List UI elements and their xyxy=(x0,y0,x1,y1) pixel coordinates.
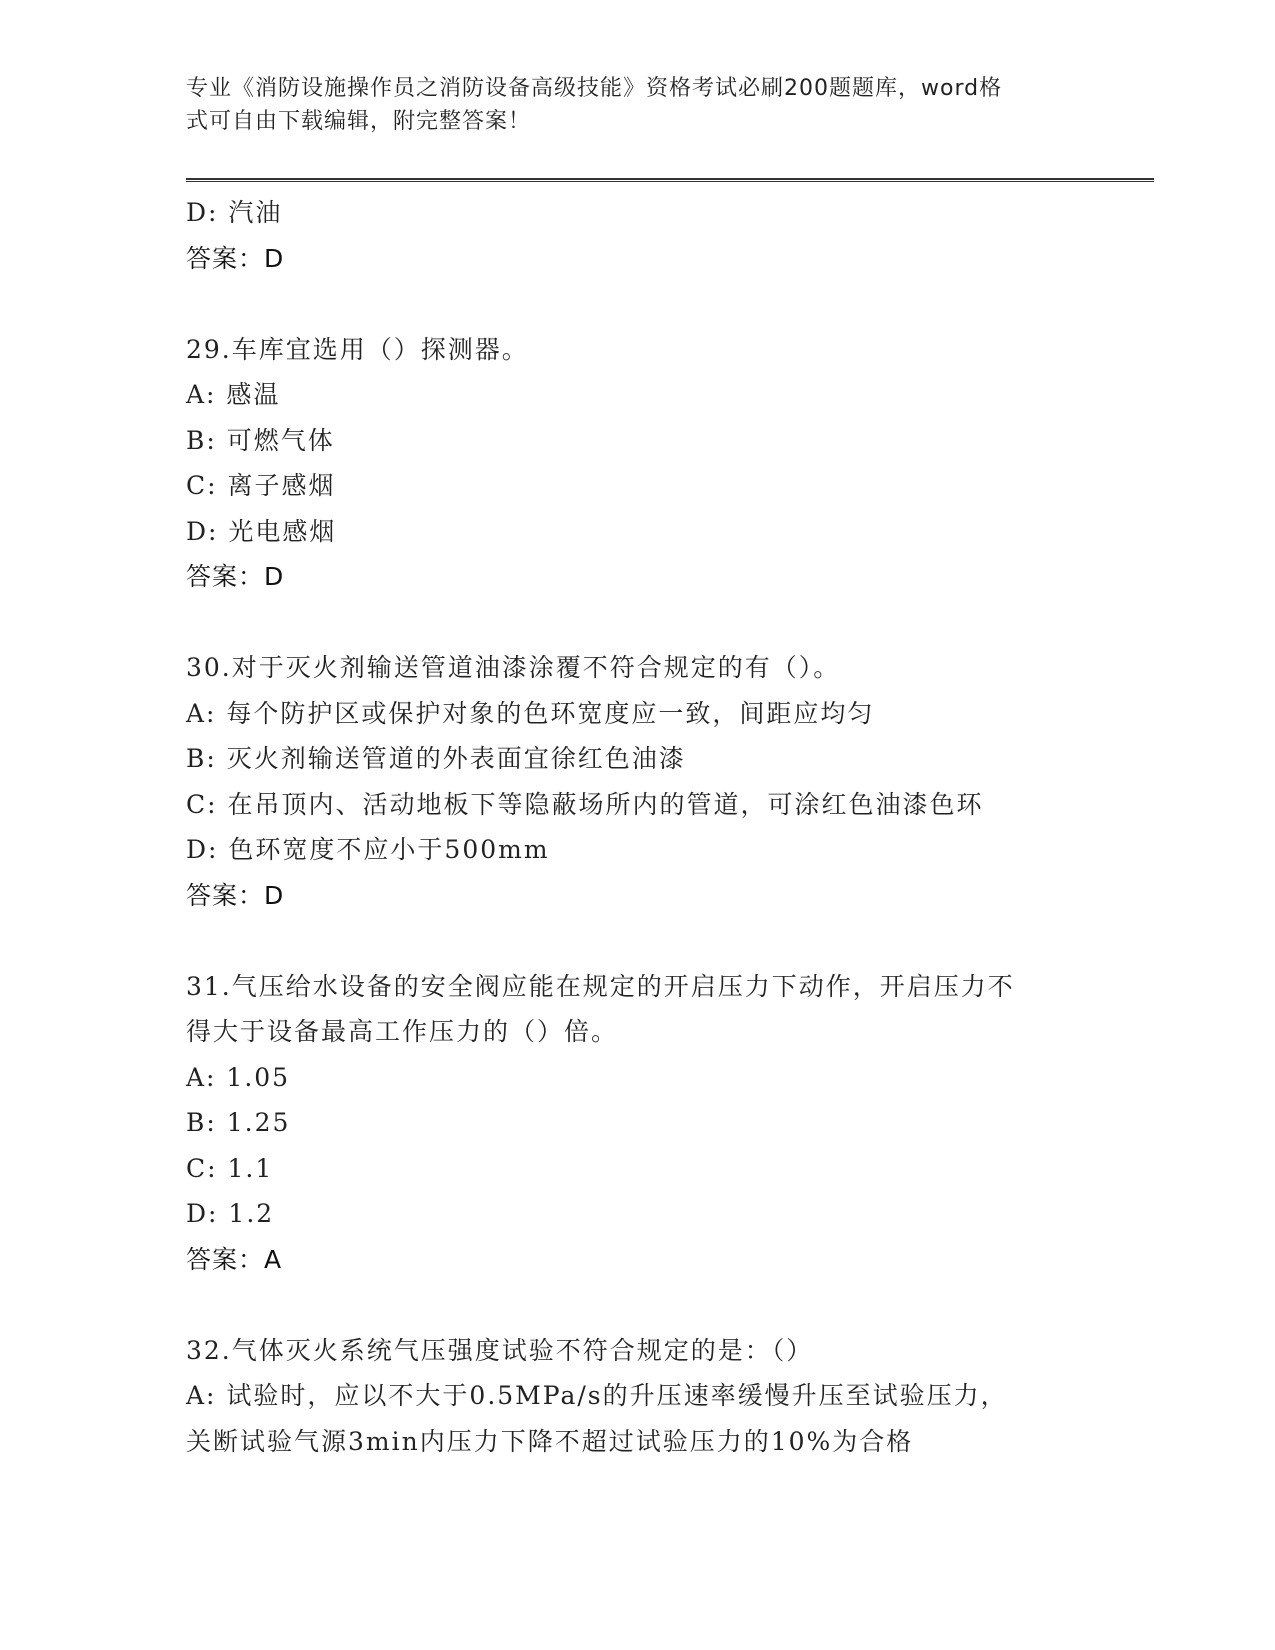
answer-line: 答案：A xyxy=(186,1244,283,1274)
header-divider xyxy=(186,178,1154,182)
question-29 xyxy=(186,327,1086,600)
option-d: D: 色环宽度不应小于500mm xyxy=(186,835,550,864)
option-a: A: 1.05 xyxy=(186,1062,291,1092)
question-32 xyxy=(186,1328,1086,1465)
question-list xyxy=(186,190,1086,1464)
option-b: B: 灭火剂输送管道的外表面宜徐红色油漆 xyxy=(186,744,686,773)
answer-line: 答案：D xyxy=(186,880,285,910)
option-a-line-2: 关断试验气源3min内压力下降不超过试验压力的10%为合格 xyxy=(186,1426,914,1456)
question-stem: 29.车库宜选用（）探测器。 xyxy=(186,334,529,364)
option-d: D: 汽油 xyxy=(186,198,283,227)
option-d: D: 光电感烟 xyxy=(186,516,337,546)
spacer xyxy=(186,918,1086,964)
option-d: D: 1.2 xyxy=(186,1199,275,1228)
question-stem-line-1: 31.气压给水设备的安全阀应能在规定的开启压力下动作，开启压力不 xyxy=(186,971,1015,1001)
answer-line: 答案：D xyxy=(186,243,285,273)
header-line-1: 专业《消防设施操作员之消防设备高级技能》资格考试必刷200题题库，word格 xyxy=(186,76,1003,101)
document-header xyxy=(186,72,1086,138)
option-b: B: 可燃气体 xyxy=(186,425,335,455)
option-a-line-1: A: 试验时，应以不大于0.5MPa/s的升压速率缓慢升压至试验压力， xyxy=(186,1381,1008,1410)
question-stem: 30.对于灭火剂输送管道油漆涂覆不符合规定的有（）。 xyxy=(186,653,841,682)
option-a: A: 感温 xyxy=(186,380,281,409)
option-c: C: 1.1 xyxy=(186,1153,274,1183)
previous-question-tail xyxy=(186,190,1086,281)
spacer xyxy=(186,281,1086,327)
option-a: A: 每个防护区或保护对象的色环宽度应一致，间距应均匀 xyxy=(186,698,875,728)
spacer xyxy=(186,600,1086,646)
answer-line: 答案：D xyxy=(186,562,285,591)
question-31 xyxy=(186,964,1086,1283)
option-b: B: 1.25 xyxy=(186,1108,291,1137)
header-line-2: 式可自由下载编辑，附完整答案！ xyxy=(186,109,532,134)
spacer xyxy=(186,1282,1086,1328)
question-stem: 32.气体灭火系统气压强度试验不符合规定的是：（） xyxy=(186,1335,814,1365)
option-c: C: 在吊顶内、活动地板下等隐蔽场所内的管道，可涂红色油漆色环 xyxy=(186,789,984,819)
question-30 xyxy=(186,645,1086,918)
option-c: C: 离子感烟 xyxy=(186,471,336,500)
question-stem-line-2: 得大于设备最高工作压力的（）倍。 xyxy=(186,1017,619,1046)
